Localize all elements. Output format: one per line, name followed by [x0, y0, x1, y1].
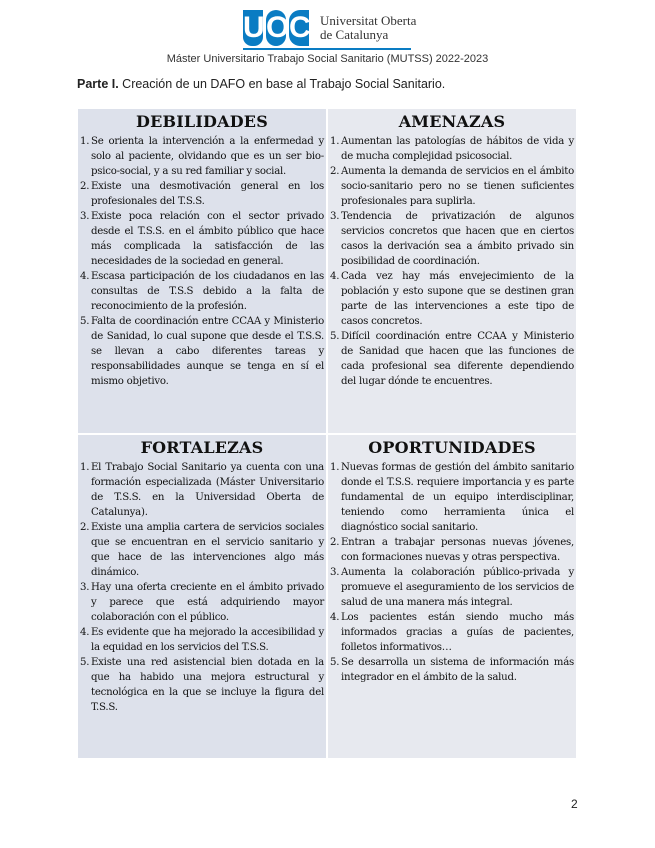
- cell-list: [330, 134, 574, 389]
- logo-letter-u: U: [243, 11, 265, 44]
- part-text: Creación de un DAFO en base al Trabajo Social Sanitario.: [118, 77, 446, 91]
- cell-title: OPORTUNIDADES: [368, 438, 536, 457]
- list-item: 1. Nuevas formas de gestión del ámbito sanitario donde el T.S.S. requiere importancia y es parte fundamental de un equipo interdisciplinar, teniendo como herramienta única el diagnóstico social sanitario.: [330, 462, 574, 533]
- list-item: 5. Difícil coordinación entre CCAA y Ministerio de Sanidad que hacen que las funciones de cada profesional sea diferente dependiendo del lugar dónde te encuentres.: [330, 331, 574, 387]
- list-item: 4. Escasa participación de los ciudadanos en las consultas de T.S.S debido a la falta de reconocimiento de la profesión.: [80, 271, 324, 312]
- list-item: 3. Existe poca relación con el sector privado desde el T.S.S. en el ámbito público que hace más complicada la satisfacción de las necesidades de la sociedad en general.: [80, 211, 324, 267]
- logo-text: [320, 14, 416, 42]
- list-item: 1. El Trabajo Social Sanitario ya cuenta con una formación especializada (Máster Universitario de T.S.S. en la Universidad Oberta de Catalunya).: [80, 462, 324, 518]
- list-item: 2. Aumenta la demanda de servicios en el ámbito socio-sanitario pero no se tienen suficientes profesionales para suplirla.: [330, 166, 574, 207]
- dafo-cell-oportunidades: [328, 435, 576, 758]
- cell-title: FORTALEZAS: [140, 438, 264, 457]
- cell-title: DEBILIDADES: [136, 112, 268, 131]
- cell-title: AMENAZAS: [398, 112, 506, 131]
- list-item: 2. Entran a trabajar personas nuevas jóvenes, con formaciones nuevas y otras perspectiva.: [330, 537, 574, 563]
- dafo-cell-amenazas: [328, 109, 576, 433]
- page-number: 2: [571, 797, 578, 811]
- list-item: 3. Tendencia de privatización de algunos servicios concretos que hacen que en ciertos casos la derivación sea a ámbito privado sin posibilidad de coordinación.: [330, 211, 574, 267]
- part-label: Parte I.: [77, 77, 119, 91]
- dafo-cell-fortalezas: [78, 435, 326, 758]
- list-item: 3. Hay una oferta creciente en el ámbito privado y parece que está adquiriendo mayor colaboración con el público.: [80, 582, 324, 623]
- dafo-cell-debilidades: [78, 109, 326, 433]
- part-heading: [77, 77, 445, 91]
- cell-list: [80, 460, 324, 715]
- list-item: 5. Falta de coordinación entre CCAA y Ministerio de Sanidad, lo cual supone que desde el T.S.S. se llevan a cabo diferentes tareas y responsabilidades aunque se tenga en sí el mismo objetivo.: [80, 316, 324, 387]
- logo-line-1: Universitat Oberta: [320, 13, 417, 28]
- list-item: 5. Se desarrolla un sistema de información más integrador en el ámbito de la salud.: [330, 657, 574, 683]
- uoc-logo: [243, 8, 416, 48]
- list-item: 1. Se orienta la intervención a la enfermedad y solo al paciente, olvidando que es un ser bio-psico-social, y a su red familiar y social.: [80, 136, 324, 177]
- list-item: 4. Cada vez hay más envejecimiento de la población y esto supone que se destinen gran parte de las intervenciones a este tipo de casos concretos.: [330, 271, 574, 327]
- list-item: 4. Los pacientes están siendo mucho más informados gracias a guías de pacientes, folletos informativos…: [330, 612, 574, 653]
- list-item: 2. Existe una desmotivación general en los profesionales del T.S.S.: [80, 181, 324, 207]
- list-item: 2. Existe una amplia cartera de servicios sociales que se encuentran en el servicio sanitario y que hace de las intervenciones algo más dinámico.: [80, 522, 324, 578]
- logo-underline: [243, 48, 411, 50]
- document-subtitle: Máster Universitario Trabajo Social Sanitario (MUTSS) 2022-2023: [166, 53, 489, 65]
- list-item: 4. Es evidente que ha mejorado la accesibilidad y la equidad en los servicios del T.S.S.: [80, 627, 324, 653]
- uoc-logo-mark: [243, 8, 312, 48]
- logo-letter-o: O: [266, 11, 290, 44]
- dafo-table: [78, 109, 578, 760]
- list-item: 1. Aumentan las patologías de hábitos de vida y de mucha complejidad psicosocial.: [330, 136, 574, 162]
- list-item: 5. Existe una red asistencial bien dotada en la que ha habido una mejora estructural y tecnológica en la que se incluye la figura del T.S.S.: [80, 657, 324, 713]
- logo-letter-c: C: [289, 11, 311, 44]
- logo-line-2: de Catalunya: [320, 27, 389, 42]
- cell-list: [80, 134, 324, 389]
- list-item: 3. Aumenta la colaboración público-privada y promueve el aseguramiento de los servicios de salud de una manera más integral.: [330, 567, 574, 608]
- cell-list: [330, 460, 574, 685]
